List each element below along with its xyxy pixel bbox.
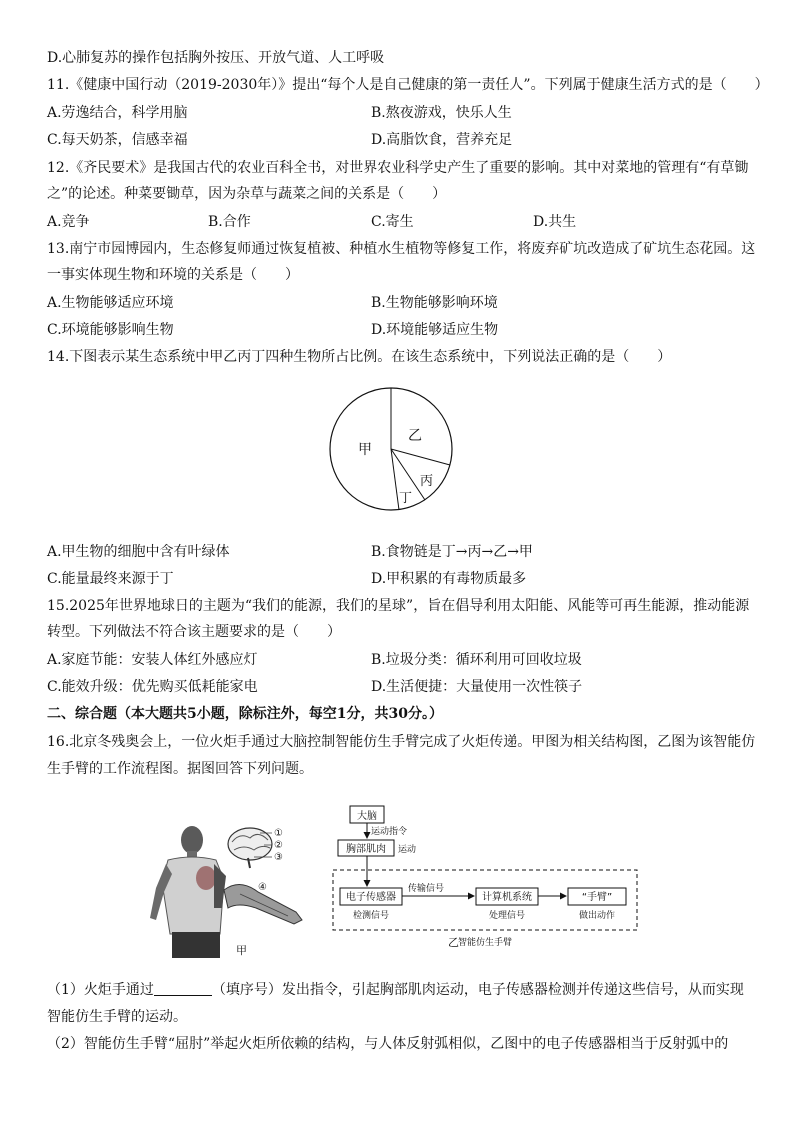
q15-stem-line1: 15.2025年世界地球日的主题为“我们的能源，我们的星球”，旨在倡导利用太阳能、风能等可再生能源，推动能源 xyxy=(47,598,750,614)
q12-stem-line1: 12.《齐民要术》是我国古代的农业百科全书，对世界农业科学史产生了重要的影响。其中对菜地的管理有“有草锄 xyxy=(47,160,749,176)
figure-jia-torchbearer xyxy=(140,818,310,960)
q15-option-b: B.垃圾分类：循环利用可回收垃圾 xyxy=(371,652,582,668)
q10-option-d: D.心肺复苏的操作包括胸外按压、开放气道、人工呼吸 xyxy=(47,50,385,66)
q13-option-d: D.环境能够适应生物 xyxy=(371,322,499,338)
pie-label-bing: 丙 xyxy=(420,474,434,489)
chest-muscle xyxy=(196,866,216,890)
flow-caption: 乙 xyxy=(448,936,459,949)
q16-sub1-answer-blank[interactable] xyxy=(154,981,212,996)
flow-chest-muscle-label: 胸部肌肉 xyxy=(346,844,386,855)
q14-pie-figure xyxy=(328,384,460,520)
q16-sub1-suffix: （填序号）发出指令，引起胸部肌肉运动，电子传感器检测并传递这些信号，从而实现 xyxy=(211,982,744,998)
q16-stem-line1: 16.北京冬残奥会上，一位火炬手通过大脑控制智能仿生手臂完成了火炬传递。甲图为相关结构图，乙图为该智能仿 xyxy=(47,734,756,750)
q16-stem-line2: 生手臂的工作流程图。据图回答下列问题。 xyxy=(47,761,313,777)
person-trousers xyxy=(172,932,220,958)
q15-option-c: C.能效升级：优先购买低耗能家电 xyxy=(47,679,258,695)
flow-motor-command: 运动指令 xyxy=(371,827,408,837)
q14-option-d: D.甲积累的有毒物质最多 xyxy=(371,571,527,587)
flow-subcaption: 智能仿生手臂 xyxy=(458,938,513,948)
bionic-arm-inset xyxy=(224,882,302,924)
marker-4: ④ xyxy=(258,882,267,893)
pie-label-ding: 丁 xyxy=(399,491,413,506)
q11-option-b: B.熬夜游戏，快乐人生 xyxy=(371,105,512,121)
q11-stem: 11.《健康中国行动（2019-2030年）》提出“每个人是自己健康的第一责任人”。下列属于健康生活方式的是（ ） xyxy=(47,77,769,93)
flow-transmit-label: 传输信号 xyxy=(408,884,445,894)
q12-stem-line2: 之”的论述。种菜要锄草，因为杂草与蔬菜之间的关系是（ ） xyxy=(47,186,447,202)
q15-stem-line2: 转型。下列做法不符合该主题要求的是（ ） xyxy=(47,624,341,640)
q14-stem: 14.下图表示某生态系统中甲乙丙丁四种生物所占比例。在该生态系统中，下列说法正确的是（ ） xyxy=(47,349,672,365)
flow-arm-label: “手臂” xyxy=(581,892,613,903)
q16-sub2-line1: （2）智能仿生手臂“屈肘”举起火炬所依赖的结构，与人体反射弧相似，乙图中的电子传感器相当于反射弧中的 xyxy=(47,1036,729,1052)
q16-sub1-line1 xyxy=(47,981,744,999)
flow-process-label: 处理信号 xyxy=(488,911,526,921)
person-head xyxy=(181,826,203,854)
q11-option-c: C.每天奶茶，信感幸福 xyxy=(47,132,188,148)
pie-divider-ding-jia xyxy=(391,449,399,510)
pie-label-yi: 乙 xyxy=(408,428,422,444)
q12-option-d: D.共生 xyxy=(533,214,577,230)
q14-option-a: A.甲生物的细胞中含有叶绿体 xyxy=(47,544,230,560)
q15-option-a: A.家庭节能：安装人体红外感应灯 xyxy=(47,652,258,668)
marker-1: ① xyxy=(274,828,283,839)
flow-computer-label: 计算机系统 xyxy=(482,892,532,903)
q13-stem-line2: 一事实体现生物和环境的关系是（ ） xyxy=(47,267,299,283)
q11-option-d: D.高脂饮食，营养充足 xyxy=(371,132,513,148)
marker-2: ② xyxy=(274,840,283,851)
section-two-heading: 二、综合题（本大题共5小题，除标注外，每空1分，共30分。） xyxy=(47,706,443,722)
q13-option-a: A.生物能够适应环境 xyxy=(47,295,174,311)
figure-yi-flowchart xyxy=(330,800,642,954)
q15-option-d: D.生活便捷：大量使用一次性筷子 xyxy=(371,679,583,695)
person-right-arm xyxy=(214,864,226,908)
flow-movement-label: 运动 xyxy=(398,845,417,855)
q16-sub1-prefix: （1）火炬手通过 xyxy=(47,982,154,998)
q13-option-c: C.环境能够影响生物 xyxy=(47,322,174,338)
q14-option-c: C.能量最终来源于丁 xyxy=(47,571,174,587)
flow-sensor-label: 电子传感器 xyxy=(346,892,396,903)
brain-inset xyxy=(228,828,283,868)
q12-option-a: A.竞争 xyxy=(47,214,90,230)
flow-detect-label: 检测信号 xyxy=(352,911,390,921)
marker-3: ③ xyxy=(274,852,283,863)
flow-brain-label: 大脑 xyxy=(357,811,377,822)
q13-stem-line1: 13.南宁市园博园内，生态修复师通过恢复植被、种植水生植物等修复工作，将废弃矿坑改造成了矿坑生态花园。这 xyxy=(47,241,756,257)
q11-option-a: A.劳逸结合，科学用脑 xyxy=(47,105,188,121)
q12-option-c: C.寄生 xyxy=(371,214,414,230)
q16-sub1-line2: 智能仿生手臂的运动。 xyxy=(47,1009,187,1025)
q12-option-b: B.合作 xyxy=(208,214,251,230)
figure-jia-caption: 甲 xyxy=(236,944,247,957)
q14-option-b: B.食物链是丁→丙→乙→甲 xyxy=(371,544,533,560)
q13-option-b: B.生物能够影响环境 xyxy=(371,295,498,311)
pie-label-jia: 甲 xyxy=(358,442,372,458)
flow-act-label: 做出动作 xyxy=(578,911,616,921)
